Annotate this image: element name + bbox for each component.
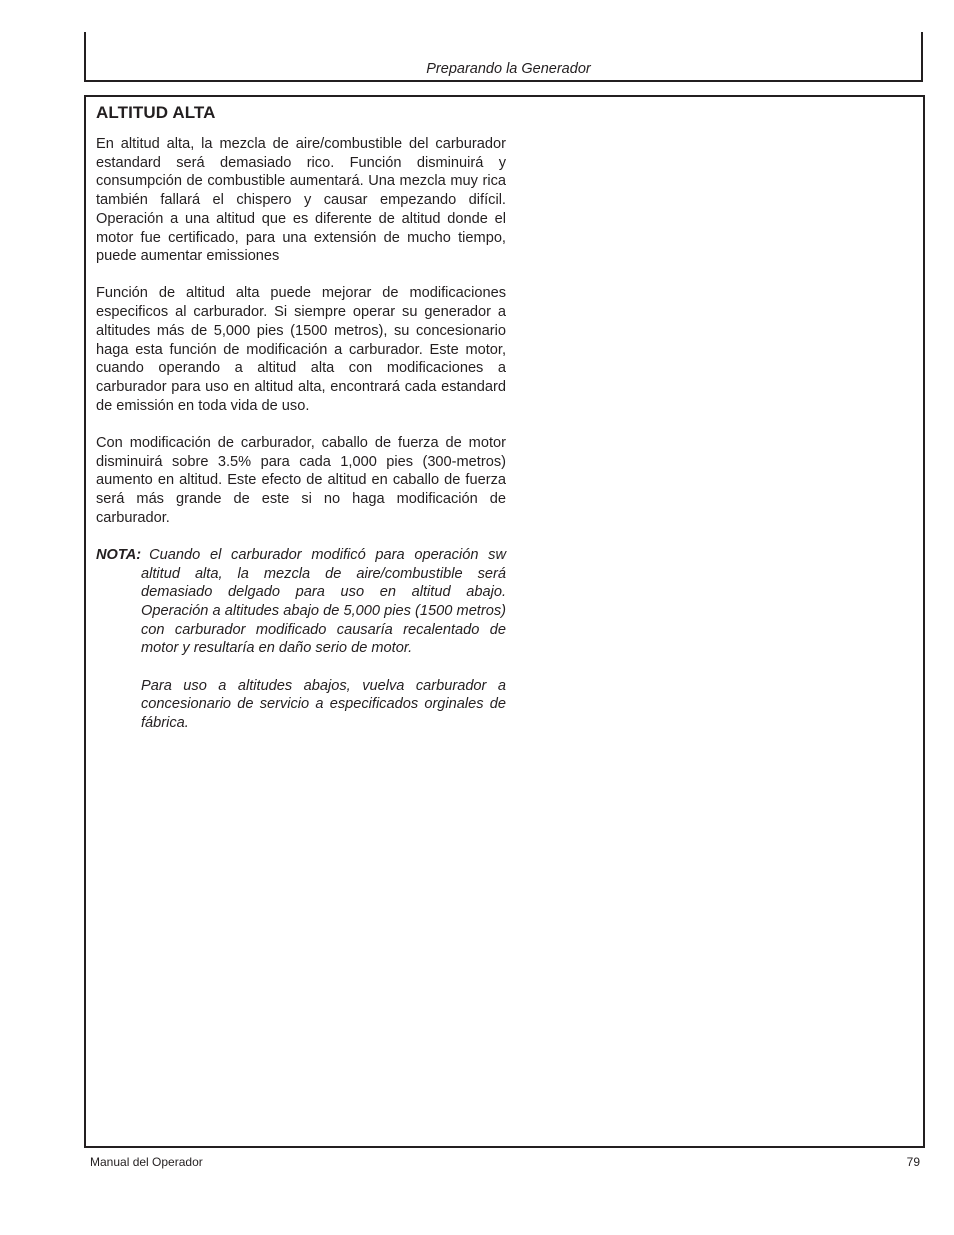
content-column [96,103,506,733]
note-continuation: Para uso a altitudes abajos, vuelva carburador a concesionario de servicio a especificados orginales de fábrica. [141,677,506,731]
paragraph-2: Función de altitud alta puede mejorar de modificaciones especificos al carburador. Si siempre operar su generador a altitudes más de 5,000 pies (1500 metros), su concesionario haga esta función de modificación a carburador. Este motor, cuando operando a altitud alta con modificaciones a carburador para uso en altitud alta, encontrará cada estandard de emissión en toda vida de uso. [96,285,506,414]
paragraph-3: Con modificación de carburador, caballo de fuerza de motor disminuirá sobre 3.5% para cada 1,000 pies (300-metros) aumento en altitud. Este efecto de altitud en caballo de fuerza será más grande de este si no haga modificación de carburador. [96,434,506,526]
note-block [96,546,506,658]
footer-manual-title: Manual del Operador [90,1155,203,1169]
content-frame [84,95,925,1148]
section-title: ALTITUD ALTA [96,103,216,122]
note-text: Cuando el carburador modificó para operación sw altitud alta, la mezcla de aire/combustible será demasiado delgado para uso en altitud abajo. Operación a altitudes abajo de 5,000 pies (1500 metros) con carburador modificado causaría recalentado de motor y resultaría en daño serio de motor. [141,546,506,657]
footer-page-number: 79 [906,1155,920,1169]
note-label: NOTA: [96,546,142,563]
paragraph-1: En altitud alta, la mezcla de aire/combustible del carburador estandard será demasiado rico. Función disminuirá y consumpción de combustible aumentará. Una mezcla muy rica también fallará el chispero y causar empezando difícil. Operación a una altitud que es diferente de altitud donde el motor fue certificado, para una extensión de mucho tiempo, puede aumentar emissiones [96,136,506,265]
page-header-frame [84,32,923,82]
page-header-title: Preparando la Generador [426,61,591,77]
